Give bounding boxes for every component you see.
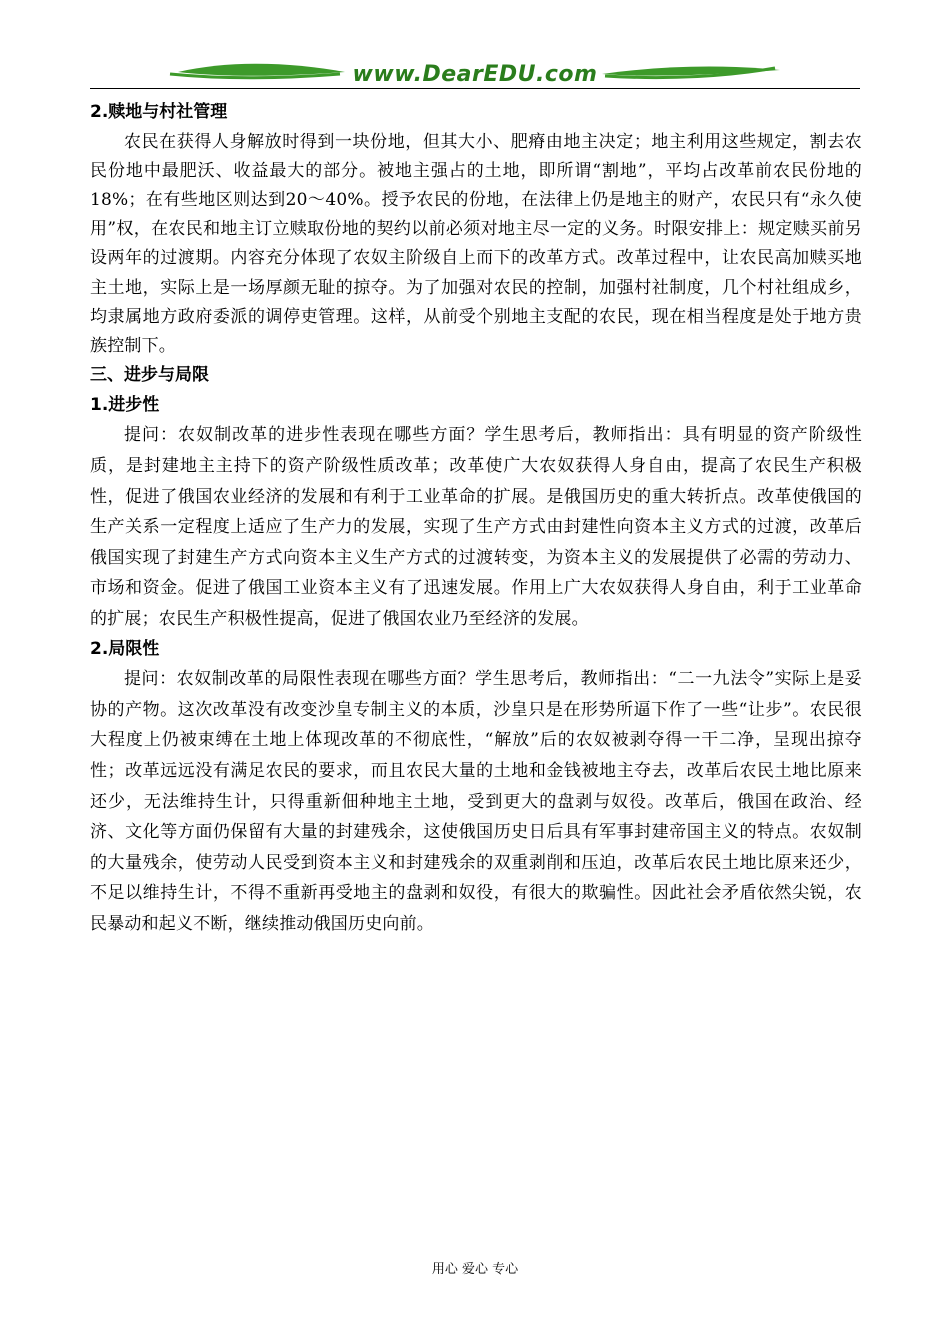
paragraph-limitations: 提问：农奴制改革的局限性表现在哪些方面？学生思考后，教师指出：“二一九法令”实际上是妥协的产物。这次改革没有改变沙皇专制主义的本质，沙皇只是在形势所逼下作了一些“让步”。农民很大程度上仍被束缚在土地上体现改革的不彻底性，“解放”后的农奴被剥夺得一干二净，呈现出掠夺性；改革远远没有满足农民的要求，而且农民大量的土地和金钱被地主夺去，改革后农民土地比原来还少，无法维持生计，只得重新佃种地主土地，受到更大的盘剥与奴役。改革后，俄国在政治、经济、文化等方面仍保留有大量的封建残余，这使俄国历史日后具有军事封建帝国主义的特点。农奴制的大量残余，使劳动人民受到资本主义和封建残余的双重剥削和压迫，改革后农民土地比原来还少，不足以维持生计，不得不重新再受地主的盘剥和奴役，有很大的欺骗性。因此社会矛盾依然尖锐，农民暴动和起义不断，继续推动俄国历史向前。 [90,669,862,934]
page-header [90,52,860,94]
section-heading-limitations: 2.局限性 [90,638,160,659]
site-logo-text[interactable]: www.DearEDU.com [352,62,598,87]
document-body [90,98,862,940]
page-footer: 用心 爱心 专心 [431,1262,519,1277]
section-heading-progress-limits: 三、进步与局限 [90,365,209,386]
paragraph-land-redemption: 农民在获得人身解放时得到一块份地，但其大小、肥瘠由地主决定；地主利用这些规定，割去农民份地中最肥沃、收益最大的部分。被地主强占的土地，即所谓“割地”，平均占改革前农民份地的18%；在有些地区则达到20～40%。授予农民的份地，在法律上仍是地主的财产，农民只有“永久使用”权，在农民和地主订立赎取份地的契约以前必须对地主尽一定的义务。时限安排上：规定赎买前另设两年的过渡期。内容充分体现了农奴主阶级自上而下的改革方式。改革过程中，让农民高加赎买地主土地，实际上是一场厚颜无耻的掠夺。为了加强对农民的控制，加强村社制度，几个村社组成乡，均隶属地方政府委派的调停吏管理。这样，从前受个别地主支配的农民，现在相当程度是处于地方贵族控制下。 [90,131,862,357]
section-heading-progressiveness: 1.进步性 [90,394,160,415]
section-heading-land-redemption: 2.赎地与村社管理 [90,102,228,122]
header-rule [90,88,860,89]
paragraph-progressiveness: 提问：农奴制改革的进步性表现在哪些方面？学生思考后，教师指出：具有明显的资产阶级性质，是封建地主主持下的资产阶级性质改革；改革使广大农奴获得人身自由，提高了农民生产积极性，促进了俄国农业经济的发展和有利于工业革命的扩展。是俄国历史的重大转折点。改革使俄国的生产关系一定程度上适应了生产力的发展，实现了生产方式由封建性向资本主义方式的过渡，改革后俄国实现了封建生产方式向资本主义生产方式的过渡转变，为资本主义的发展提供了必需的劳动力、市场和资金。促进了俄国工业资本主义有了迅速发展。作用上广大农奴获得人身自由，利于工业革命的扩展；农民生产积极性提高，促进了俄国农业乃至经济的发展。 [90,425,862,629]
